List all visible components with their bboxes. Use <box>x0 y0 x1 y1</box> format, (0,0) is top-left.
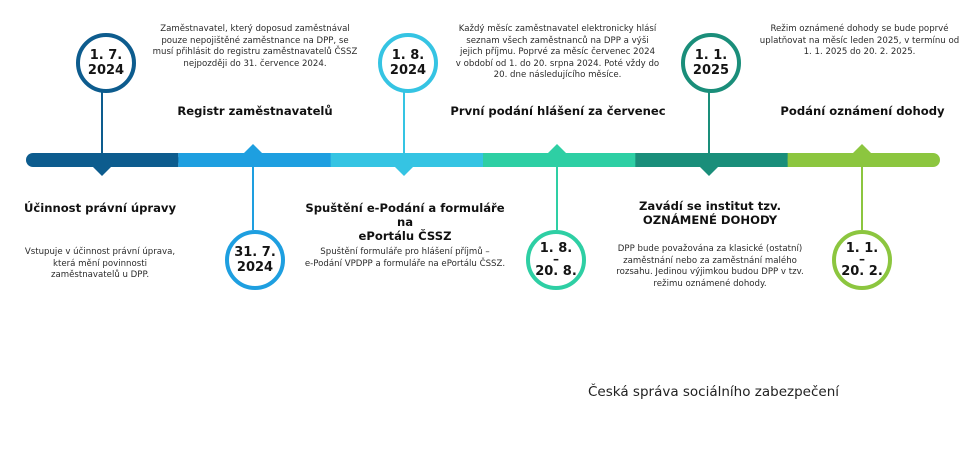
event-3-title-line: ePortálu ČSSZ <box>358 229 452 243</box>
date-circle-6-line1: 1. 1. <box>845 241 879 256</box>
date-circle-5-line2: 2025 <box>692 63 730 78</box>
timeline-segment-2 <box>178 153 331 167</box>
timeline-arrow-5 <box>700 167 718 176</box>
event-6-description-line: uplatňovat na měsíc leden 2025, v termínu od <box>759 35 960 46</box>
date-circle-3-line1: 1. 8. <box>391 48 425 63</box>
event-3-description <box>300 247 510 270</box>
date-circle-5 <box>681 33 741 93</box>
event-3-title <box>300 201 510 243</box>
date-circle-4-line2: 20. 8. <box>535 264 577 279</box>
event-2-description-line: pouze nepojištěné zaměstnance na DPP, se <box>161 35 349 46</box>
event-1-description-line: která mění povinnosti <box>53 258 147 269</box>
event-6-description-line: 1. 1. 2025 do 20. 2. 2025. <box>803 47 916 58</box>
event-5-title-line: OZNÁMENÉ DOHODY <box>642 213 778 227</box>
event-1-description-line: zaměstnavatelů u DPP. <box>50 270 150 281</box>
event-3-title-line: Spuštění e-Podání a formuláře na <box>305 201 505 229</box>
event-5-description-line: rozsahu. Jedinou výjimkou budou DPP v tzv. <box>616 267 804 278</box>
date-circle-4-dash: – <box>553 252 559 266</box>
event-6-description-line: Režim oznámené dohody se bude poprvé <box>770 24 949 34</box>
date-circle-3 <box>378 33 438 93</box>
timeline-segment-5 <box>635 153 788 167</box>
event-4-description-line: jejich příjmu. Poprvé za měsíc červenec 2024 <box>459 47 656 58</box>
event-3-description-line: Spuštění formuláře pro hlášení příjmů – <box>320 247 490 257</box>
event-1-title: Účinnost právní úpravy <box>23 201 177 215</box>
event-2-title: Registr zaměstnavatelů <box>177 104 333 118</box>
timeline-segment-6-fill <box>788 153 933 167</box>
event-4-description-line: v období od 1. do 20. srpna 2024. Poté vždy do <box>455 58 660 69</box>
date-circle-3-line2: 2024 <box>389 63 427 78</box>
footer-credit: Česká správa sociálního zabezpečení <box>588 384 840 400</box>
timeline-arrow-3 <box>395 167 413 176</box>
event-2-description <box>150 24 360 70</box>
timeline-arrow-2 <box>244 144 262 153</box>
event-4-description-line: Každý měsíc zaměstnavatel elektronicky hlásí <box>458 24 657 34</box>
timeline-segment-1-fill <box>33 153 178 167</box>
date-circle-6-line2: 20. 2. <box>841 264 883 279</box>
event-1-description-line: Vstupuje v účinnost právní úprava, <box>24 247 176 257</box>
event-4-description-line: 20. dne následujícího měsíce. <box>493 70 622 81</box>
event-2-description-line: musí přihlásit do registru zaměstnavatelů ČSSZ <box>152 47 358 58</box>
date-circle-6-dash: – <box>859 252 865 266</box>
date-circle-4-line1: 1. 8. <box>539 241 573 256</box>
event-2-description-line: Zaměstnavatel, který doposud zaměstnával <box>160 24 350 34</box>
date-circle-1-line2: 2024 <box>87 63 125 78</box>
event-5-title <box>610 199 810 227</box>
event-4-description-line: seznam všech zaměstnanců na DPP a výši <box>466 35 649 46</box>
timeline-arrow-1 <box>93 167 111 176</box>
date-circle-2 <box>225 230 285 290</box>
event-4-title: První podání hlášení za červenec <box>450 104 666 118</box>
date-circle-2-line2: 2024 <box>236 260 274 275</box>
timeline-arrow-6 <box>853 144 871 153</box>
date-circle-5-line1: 1. 1. <box>694 48 728 63</box>
timeline-segment-3 <box>331 153 484 167</box>
date-circle-2-line1: 31. 7. <box>234 245 276 260</box>
date-circle-4 <box>526 230 586 290</box>
event-4-description <box>455 24 660 82</box>
event-5-description <box>605 244 815 290</box>
timeline-segment-4 <box>483 153 636 167</box>
date-circle-1-line1: 1. 7. <box>89 48 123 63</box>
date-circle-1 <box>76 33 136 93</box>
event-5-description-line: DPP bude považována za klasické (ostatní) <box>617 244 803 254</box>
event-5-title-line: Zavádí se institut tzv. <box>638 199 782 213</box>
timeline-arrow-4 <box>548 144 566 153</box>
event-6-title: Podání oznámení dohody <box>780 104 945 118</box>
event-3-description-line: e-Podání VPDPP a formuláře na ePortálu ČSSZ. <box>304 258 506 269</box>
event-6-description <box>756 24 963 59</box>
event-2-description-line: nejpozději do 31. července 2024. <box>183 58 327 69</box>
date-circle-6 <box>832 230 892 290</box>
event-1-description <box>10 247 190 282</box>
event-5-description-line: režimu oznámené dohody. <box>653 278 767 289</box>
event-5-description-line: zaměstnání nebo za zaměstnání malého <box>623 255 797 266</box>
